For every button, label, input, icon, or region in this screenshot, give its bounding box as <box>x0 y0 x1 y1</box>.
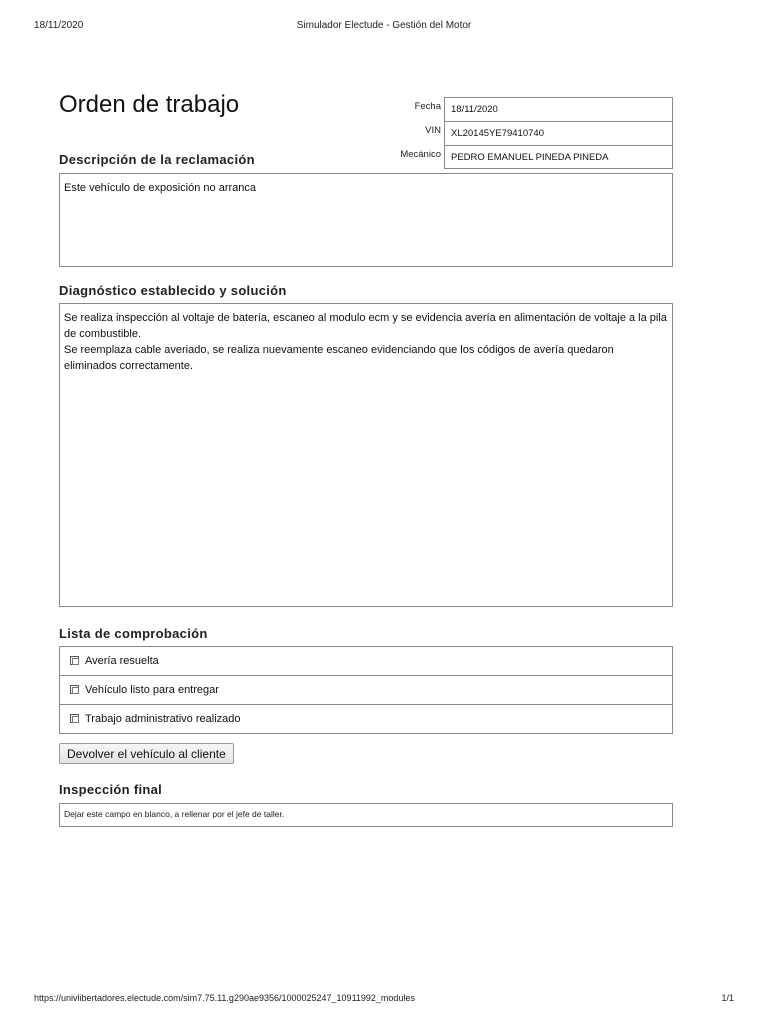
meta-row-vin <box>389 121 673 145</box>
checklist <box>59 646 673 734</box>
date-field[interactable]: 18/11/2020 <box>444 97 673 121</box>
checkbox-icon[interactable] <box>70 656 79 665</box>
mechanic-label: Mecánico <box>400 149 441 160</box>
checklist-heading: Lista de comprobación <box>59 626 208 641</box>
diagnosis-textbox[interactable] <box>59 303 673 607</box>
print-date: 18/11/2020 <box>34 20 84 31</box>
diagnosis-line-2: Se reemplaza cable averiado, se realiza nuevamente escaneo evidenciando que los códigos de avería quedaron eliminados correctamente. <box>64 344 614 372</box>
checklist-item-resolved[interactable] <box>60 647 672 676</box>
meta-row-date <box>389 97 673 121</box>
checkbox-icon[interactable] <box>70 714 79 723</box>
print-title: Simulador Electude - Gestión del Motor <box>296 20 472 31</box>
final-inspection-box[interactable] <box>59 803 673 827</box>
checkbox-icon[interactable] <box>70 685 79 694</box>
final-inspection-text: Dejar este campo en blanco, a rellenar por el jefe de taller. <box>64 809 285 819</box>
diagnosis-heading: Diagnóstico establecido y solución <box>59 283 287 298</box>
checklist-item-paperwork[interactable] <box>60 705 672 733</box>
print-header <box>0 20 768 34</box>
vin-label: VIN <box>425 125 441 136</box>
checklist-item-ready[interactable] <box>60 676 672 705</box>
mechanic-field[interactable]: PEDRO EMANUEL PINEDA PINEDA <box>444 145 673 169</box>
vin-field[interactable]: XL20145YE79410740 <box>444 121 673 145</box>
diagnosis-line-1: Se realiza inspección al voltaje de batería, escaneo al modulo ecm y se evidencia avería en alimentación de voltaje a la pila de combustible. <box>64 312 667 340</box>
page-number: 1/1 <box>721 993 734 1003</box>
date-label: Fecha <box>414 101 441 112</box>
complaint-textbox[interactable] <box>59 173 673 267</box>
final-inspection-heading: Inspección final <box>59 782 163 797</box>
page-title: Orden de trabajo <box>59 91 240 118</box>
complaint-heading: Descripción de la reclamación <box>59 152 255 167</box>
complaint-text: Este vehículo de exposición no arranca <box>64 182 257 194</box>
return-vehicle-button[interactable]: Devolver el vehículo al cliente <box>59 743 234 764</box>
page-url: https://univlibertadores.electude.com/sim7.75.11.g290ae9356/1000025247_10911992_modules <box>34 993 415 1003</box>
print-footer <box>0 993 768 1007</box>
work-order-meta <box>389 97 673 169</box>
meta-row-mechanic <box>389 145 673 169</box>
checklist-label: Vehículo listo para entregar <box>85 684 219 696</box>
checklist-label: Avería resuelta <box>85 655 159 667</box>
checklist-label: Trabajo administrativo realizado <box>85 713 241 725</box>
